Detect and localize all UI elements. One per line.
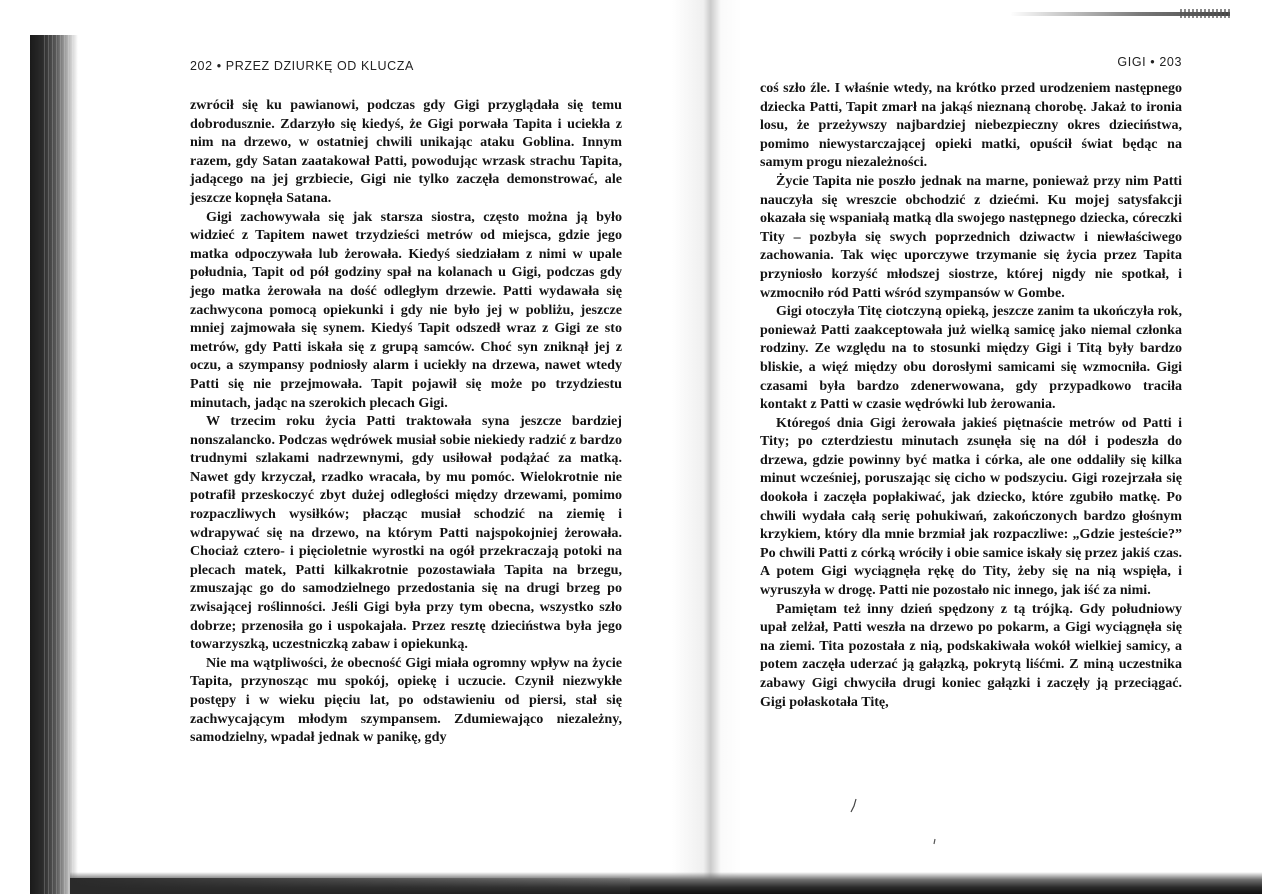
paragraph: Nie ma wątpliwości, że obecność Gigi miała ogromny wpływ na życie Tapita, przynosząc mu spokój, opiekę i uczucie. Czynił niezwykłe postępy i w wieku pięciu lat, po odstawieniu od piersi, stał się zachwycającym młodym szympansem. Zdumiewająco niezależny, samodzielny, wpadał jednak w panikę, gdy [190, 654, 622, 746]
scan-noise-top-right [1180, 9, 1230, 18]
paragraph: Gigi otoczyła Titę ciotczyną opieką, jeszcze zanim ta ukończyła rok, ponieważ Patti zaakceptowała już wielką samicę jako niemal członka rodziny. Ze względu na to stosunki między Gigi i Titą były bardzo bliskie, a więź między obu dorosłymi samicami się wzmocniła. Gigi czasami była bardzo zdenerwowana, gdy przypadkowo traciła kontakt z Patti w czasie wędrówki lub żerowania. [760, 303, 1182, 413]
paragraph: W trzecim roku życia Patti traktowała syna jeszcze bardziej nonszalancko. Podczas wędrówek musiał sobie niekiedy radzić z bardzo trudnymi szlakami nadrzewnymi, gdy usiłował podążać za matką. Nawet gdy krzyczał, rzadko wracała, by mu pomóc. Wielokrotnie nie potrafił przeskoczyć zbyt dużej odległości między drzewami, pomimo rozpaczliwych wysiłków; płacząc musiał schodzić na ziemię i wdrapywać się na drzewo, na którym Patti najspokojniej żerowała. Chociaż cztero- i pięcioletnie wyrostki na ogół przekraczają potoki na plecach matek, Patti kilkakrotnie pozostawiała Tapita na brzegu, zmuszając go do samodzielnego przedostania się na drugi brzeg po zwisającej roślinności. Jeśli Gigi była przy tym obecna, wszystko szło dobrze; przenosiła go i uspokajała. Przez resztę dzieciństwa była jego towarzyszką, uczestniczką zabaw i opiekunką. [190, 413, 622, 653]
paragraph: Gigi zachowywała się jak starsza siostra, często można ją było widzieć z Tapitem nawet trzydzieści metrów od miejsca, gdzie jego matka odpoczywała lub żerowała. Kiedyś siedziałam z nimi w upale południa, Tapit od pół godziny spał na kolanach u Gigi, podczas gdy jego matka żerowała na dość odległym drzewie. Patti wydawała się zachwycona pomocą opiekunki i gdy nie było jej w pobliżu, jeszcze mniej zajmowała się synem. Kiedyś Tapit odszedł wraz z Gigi ze sto metrów, gdy Patti iskała się z grupą samców. Choć syn zniknął jej z oczu, a szympansy podniosły alarm i uciekły na drzewa, nawet wtedy Patti się nie przejmowała. Tapit pojawił się może po trzydziestu minutach, jadąc na szerokich plecach Gigi. [190, 208, 622, 411]
paragraph: Któregoś dnia Gigi żerowała jakieś piętnaście metrów od Patti i Tity; po czterdziestu minutach zsunęła się na dół i podeszła do drzewa, gdzie powinny być matka i córka, ale one oddaliły się kilka minut wcześniej, poruszając się cicho w podszyciu. Gigi rozejrzała się dookoła i zaczęła popłakiwać, jak dziecko, które zgubiło matkę. Po chwili wydała całą serię pohukiwań, zakończonych bardzo głośnym krzykiem, który dla mnie brzmiał jak rozpaczliwe: „Gdzie jesteście?” Po chwili Patti z córką wróciły i obie samice iskały się przez jakiś czas. A potem Gigi wyciągnęła rękę do Tity, żeby się na nią wspięła, i wyruszyła w drogę. Patti nie pozostało nic innego, jak iść za nimi. [760, 414, 1182, 599]
paragraph: coś szło źle. I właśnie wtedy, na krótko przed urodzeniem następnego dziecka Patti, Tapit zmarł na jakąś nieznaną chorobę. Jakaż to ironia losu, że przeżywszy najbardziej niebezpieczny okres dzieciństwa, pomimo niewystarczającej opieki matki, opuścił świat będąc na samym progu niezależności. [760, 80, 1182, 171]
left-page-body [190, 96, 622, 747]
right-page-body [760, 79, 1182, 711]
paragraph: zwrócił się ku pawianowi, podczas gdy Gigi przyglądała się temu dobrodusznie. Zdarzyło się kiedyś, że Gigi porwała Tapita i uciekła z nim na drzewo, w ostatniej chwili unikając ataku Goblina. Innym razem, gdy Satan zaatakował Patti, powodując wrzask strachu Tapita, jadącego na jej grzbiecie, Gigi nie tylko zaczęła demonstrować, ale jeszcze kopnęła Satana. [190, 97, 622, 206]
paragraph: Pamiętam też inny dzień spędzony z tą trójką. Gdy południowy upał zelżał, Patti weszła na drzewo po pokarm, a Gigi wyciągnęła się na ziemi. Tita pozostała z nią, podskakiwała wokół wielkiej samicy, a potem zaczęła uderzać ją gałązką, pokrytą liśćmi. Z miną uczestnika zabawy Gigi chwyciła drugi koniec gałązki i zaczęły ją przeciągać. Gigi połaskotała Titę, [760, 600, 1182, 710]
right-running-head: GIGI • 203 [1117, 55, 1182, 69]
right-page [760, 52, 1182, 711]
left-running-head: 202 • PRZEZ DZIURKĘ OD KLUCZA [190, 59, 414, 73]
left-page [190, 56, 622, 747]
scan-edge-stripes [44, 35, 74, 894]
book-gutter [672, 0, 742, 894]
stray-ink-dot [932, 838, 938, 846]
stray-ink-mark [848, 798, 860, 814]
scan-edge-shadow-bottom-left [70, 878, 630, 894]
paragraph: Życie Tapita nie poszło jednak na marne, ponieważ przy nim Patti nauczyła się wreszcie obchodzić z dziećmi. Ku mojej satysfakcji okazała się wspaniałą matką dla swojego następnego dziecka, córeczki Tity – pozbyła się swych poprzednich dziwactw i niewłaściwego zachowania. Tak więc uporczywe trzymanie się życia przez Tapita przyniosło korzyść młodszej siostrze, której nigdy nie spotkał, i wzmocniło ród Patti wśród szympansów w Gombe. [760, 172, 1182, 301]
